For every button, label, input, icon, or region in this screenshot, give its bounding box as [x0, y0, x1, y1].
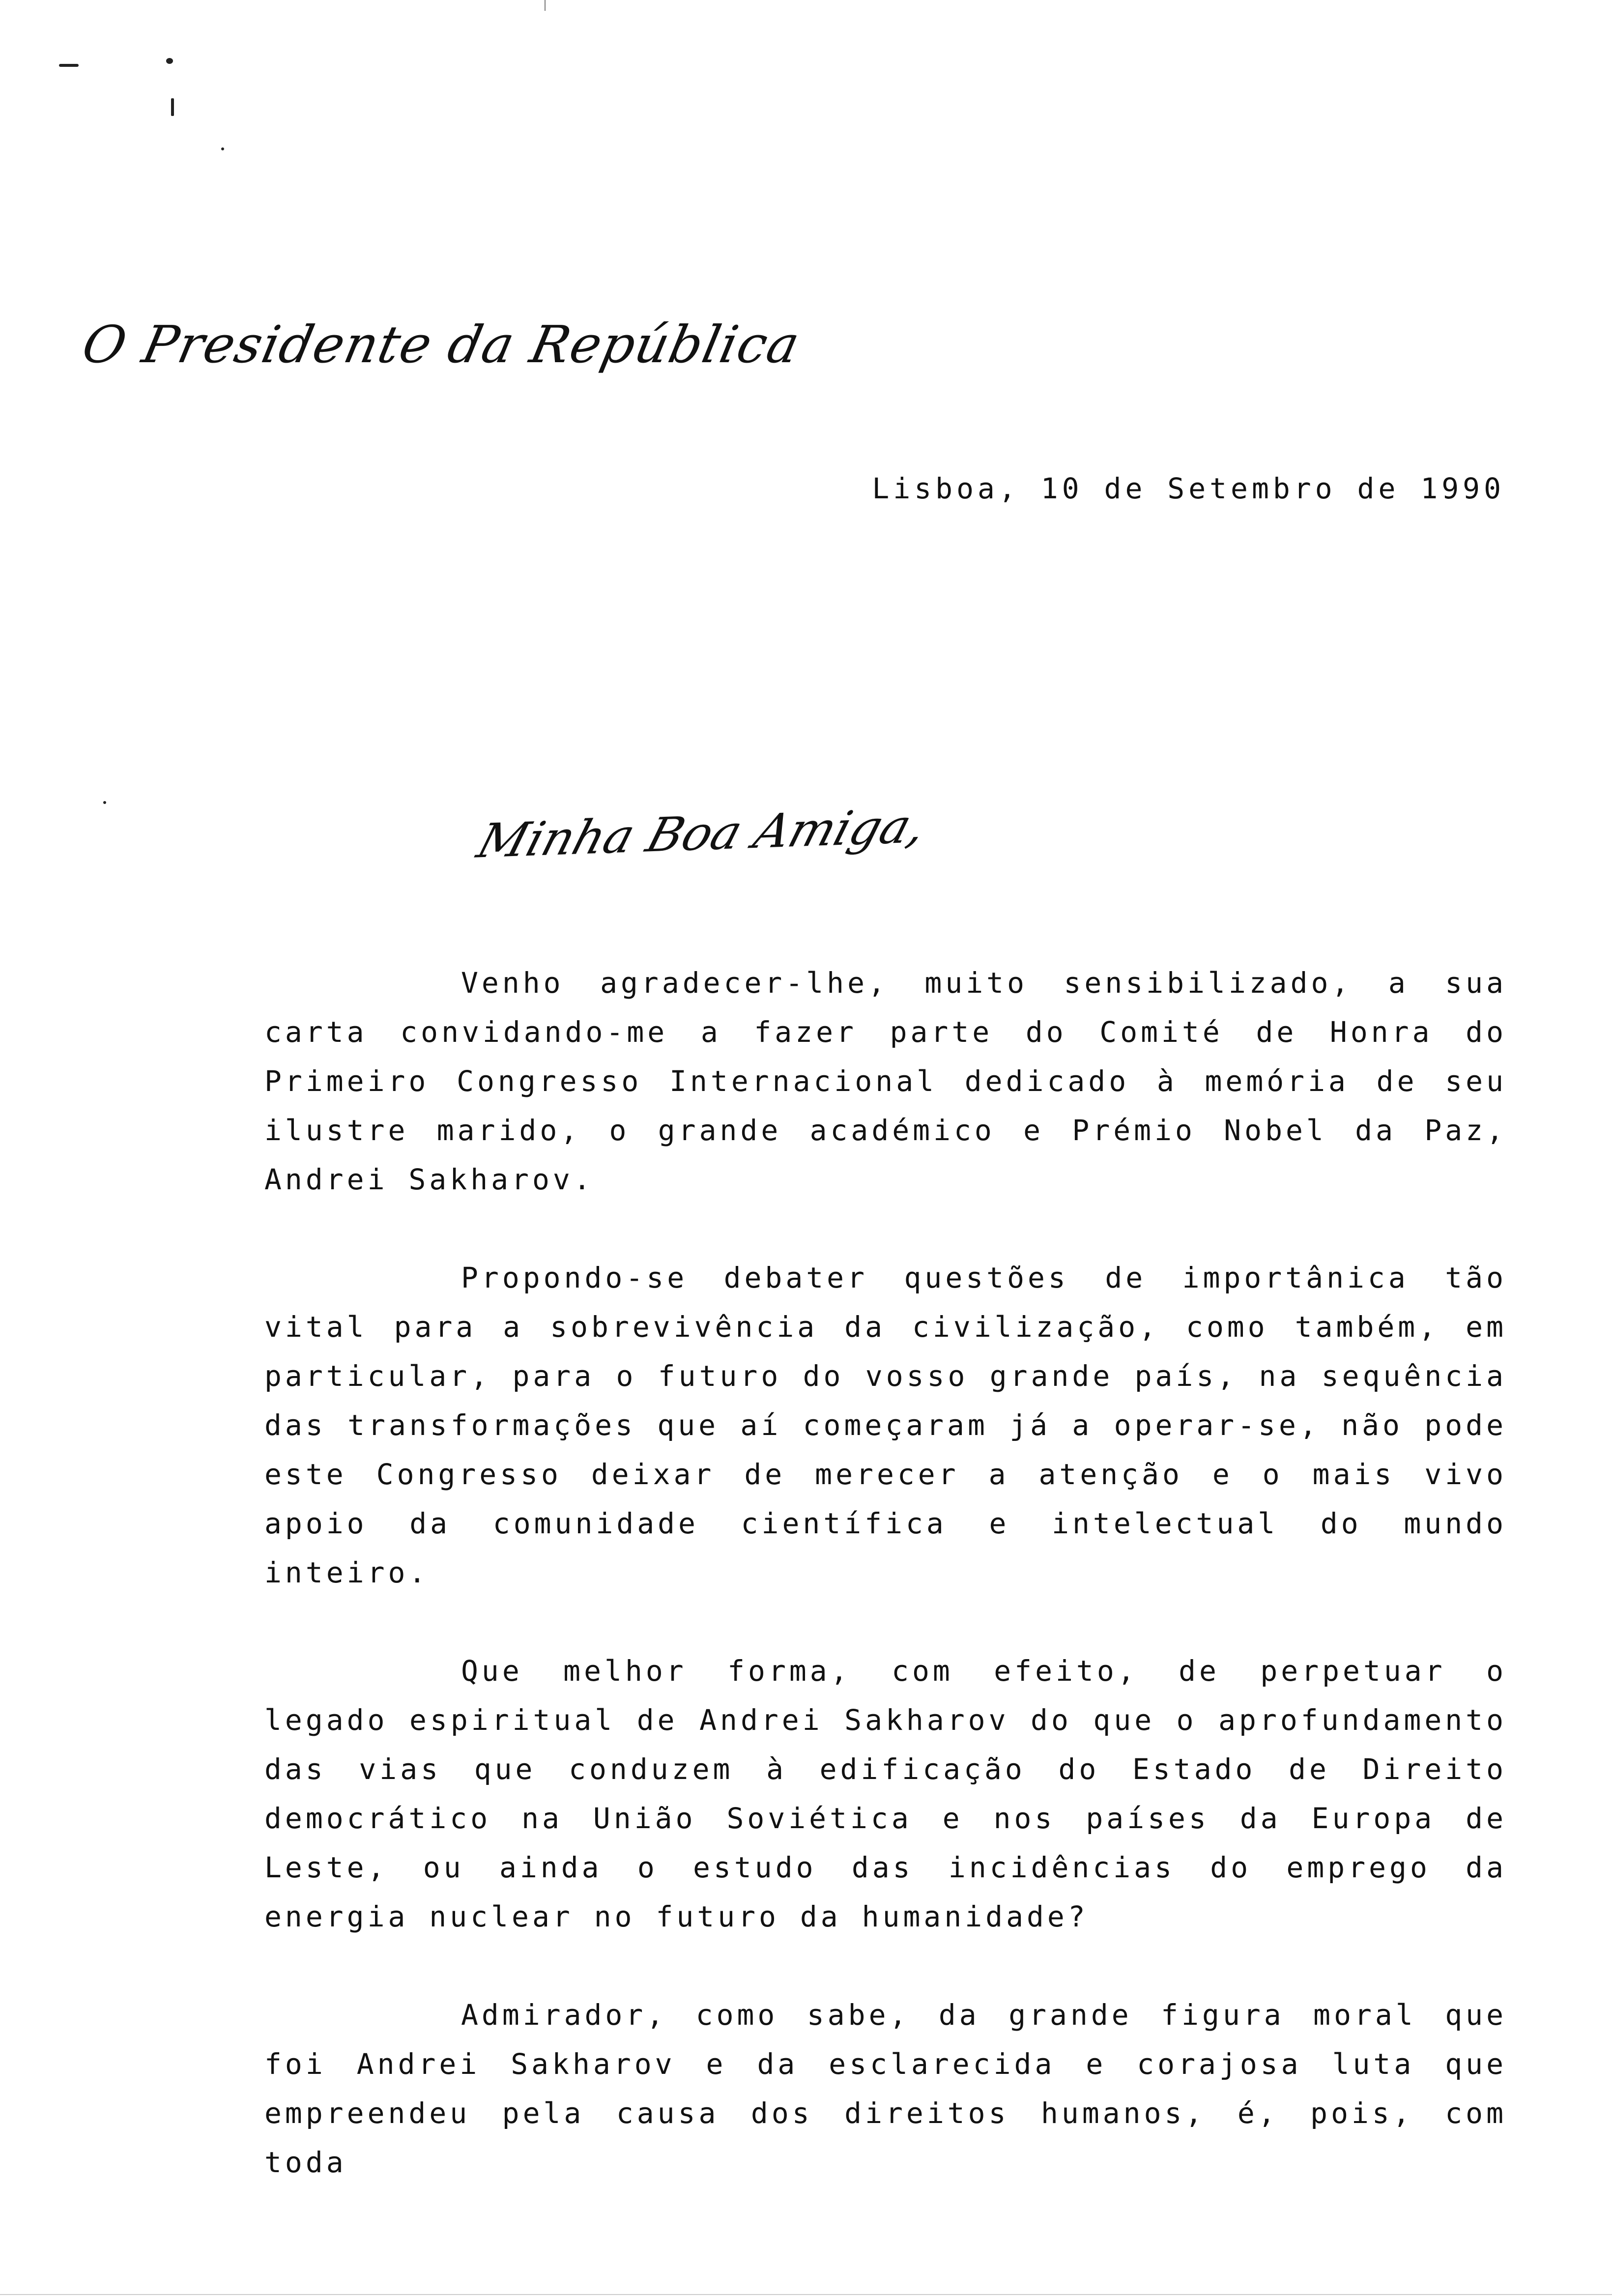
letterhead-title: O Presidente da República — [77, 315, 806, 374]
letter-body — [264, 958, 1507, 2236]
body-paragraph: Venho agradecer-lhe, muito sensibilizado, a sua carta convidando-me a fazer parte do Comité de Honra do Primeiro Congresso Internacional dedicado à memória de seu ilustre marido, o grande académico e Prémio Nobel da Paz, Andrei Sakharov. — [264, 966, 1507, 1196]
handwritten-salutation: Minha Boa Amiga, — [471, 798, 933, 869]
scan-mark — [545, 0, 546, 11]
scan-edge — [0, 2294, 1612, 2295]
body-paragraph: Admirador, como sabe, da grande figura moral que foi Andrei Sakharov e da esclarecida e corajosa luta que empreendeu pela causa dos direitos humanos, é, pois, com toda — [264, 1998, 1507, 2179]
scan-speck — [221, 147, 224, 150]
scan-speck — [59, 64, 79, 67]
body-paragraph: Propondo-se debater questões de importânica tão vital para a sobrevivência da civilização, como também, em particular, para o futuro do vosso grande país, na sequência das transformações que aí começaram já a operar-se, não pode este Congresso deixar de merecer a atenção e o mais vivo apoio da comunidade científica e intelectual do mundo inteiro. — [264, 1261, 1507, 1589]
scan-speck — [103, 801, 106, 804]
scan-speck — [166, 58, 173, 64]
date-line: Lisboa, 10 de Setembro de 1990 — [872, 472, 1505, 505]
scan-speck — [171, 98, 174, 116]
body-paragraph: Que melhor forma, com efeito, de perpetuar o legado espiritual de Andrei Sakharov do que o aprofundamento das vias que conduzem à edificação do Estado de Direito democrático na União Soviética e nos países da Europa de Leste, ou ainda o estudo das incidências do emprego da energia nuclear no futuro da humanidade? — [264, 1654, 1507, 1933]
